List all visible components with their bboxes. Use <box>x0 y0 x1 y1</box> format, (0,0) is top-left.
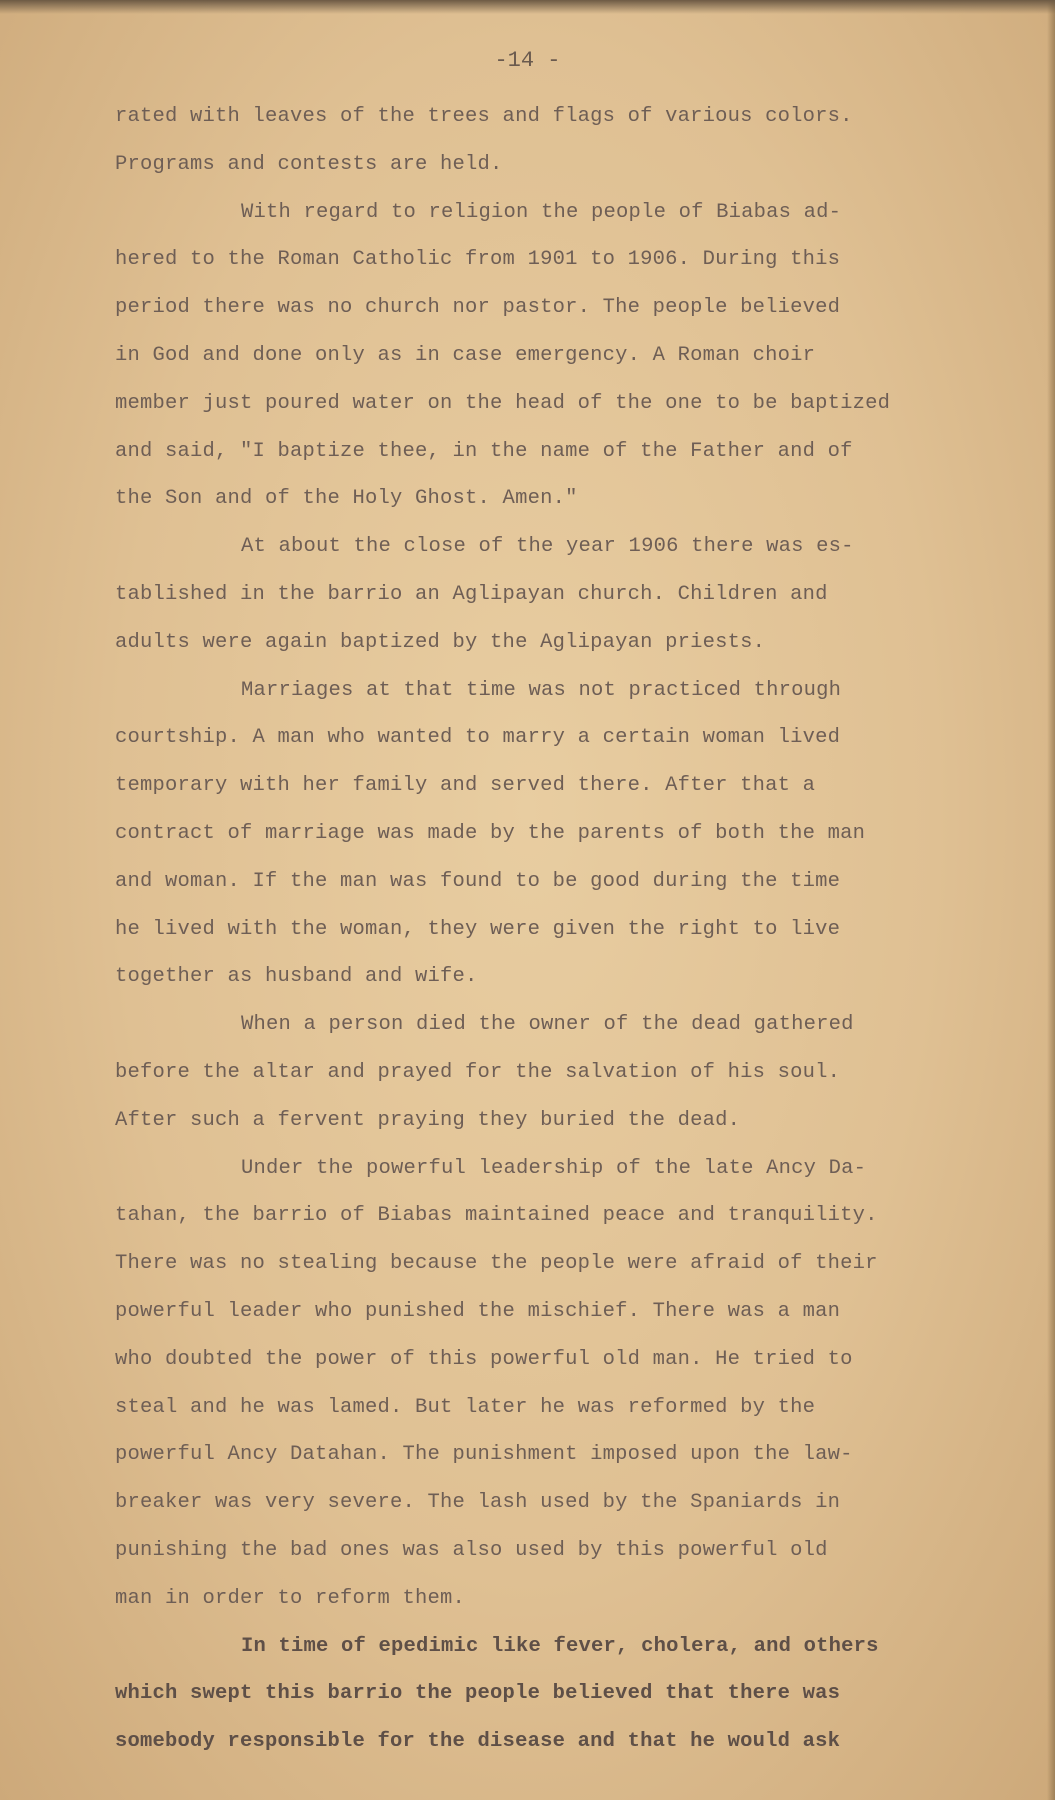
text-line: Programs and contests are held. <box>115 152 503 176</box>
paragraph-start-death: When a person died the owner of the dead gathered <box>241 1013 854 1037</box>
text-line: There was no stealing because the people were afraid of their <box>115 1252 878 1276</box>
text-line: punishing the bad ones was also used by this powerful old <box>115 1538 828 1562</box>
text-line: adults were again baptized by the Aglipayan priests. <box>115 630 766 654</box>
text-line: courtship. A man who wanted to marry a certain woman lived <box>115 726 841 750</box>
paragraph-start-aglipayan: At about the close of the year 1906 there was es- <box>241 535 854 559</box>
paragraph-start-religion: With regard to religion the people of Biabas ad- <box>241 200 842 224</box>
text-line: After such a fervent praying they buried the dead. <box>115 1108 741 1132</box>
text-line: member just poured water on the head of the one to be baptized <box>115 391 891 415</box>
text-line: contract of marriage was made by the parents of both the man <box>115 821 866 845</box>
text-line: tablished in the barrio an Aglipayan church. Children and <box>115 582 828 606</box>
text-line: he lived with the woman, they were given the right to live <box>115 917 841 941</box>
paragraph-start-marriages: Marriages at that time was not practiced through <box>241 678 842 702</box>
page-edge-shadow <box>1047 0 1055 1800</box>
text-line: the Son and of the Holy Ghost. Amen." <box>115 487 578 511</box>
text-line: powerful Ancy Datahan. The punishment imposed upon the law- <box>115 1443 853 1467</box>
text-line: temporary with her family and served there. After that a <box>115 774 816 798</box>
text-line: and woman. If the man was found to be good during the time <box>115 869 841 893</box>
text-line: man in order to reform them. <box>115 1586 466 1610</box>
text-line: somebody responsible for the disease and that he would ask <box>115 1730 841 1754</box>
paragraph-start-epidemic: In time of epedimic like fever, cholera, and others <box>241 1634 879 1658</box>
body-text <box>115 93 1005 1766</box>
text-line: tahan, the barrio of Biabas maintained peace and tranquility. <box>115 1204 878 1228</box>
text-line: period there was no church nor pastor. The people believed <box>115 296 841 320</box>
text-line: breaker was very severe. The lash used by the Spaniards in <box>115 1491 841 1515</box>
text-line: rated with leaves of the trees and flags of various colors. <box>115 105 853 128</box>
text-line: powerful leader who punished the mischief. There was a man <box>115 1299 841 1323</box>
text-line: before the altar and prayed for the salvation of his soul. <box>115 1060 841 1084</box>
text-line: in God and done only as in case emergency. A Roman choir <box>115 343 816 367</box>
page-number: -14 - <box>494 48 561 73</box>
paragraph-start-leadership: Under the powerful leadership of the late Ancy Da- <box>241 1156 867 1180</box>
text-line: steal and he was lamed. But later he was reformed by the <box>115 1395 816 1419</box>
text-line: together as husband and wife. <box>115 965 478 989</box>
text-line: who doubted the power of this powerful old man. He tried to <box>115 1347 853 1371</box>
text-line: and said, "I baptize thee, in the name of the Father and of <box>115 439 853 463</box>
text-line: which swept this barrio the people believed that there was <box>115 1682 841 1706</box>
text-line: hered to the Roman Catholic from 1901 to 1906. During this <box>115 248 841 272</box>
